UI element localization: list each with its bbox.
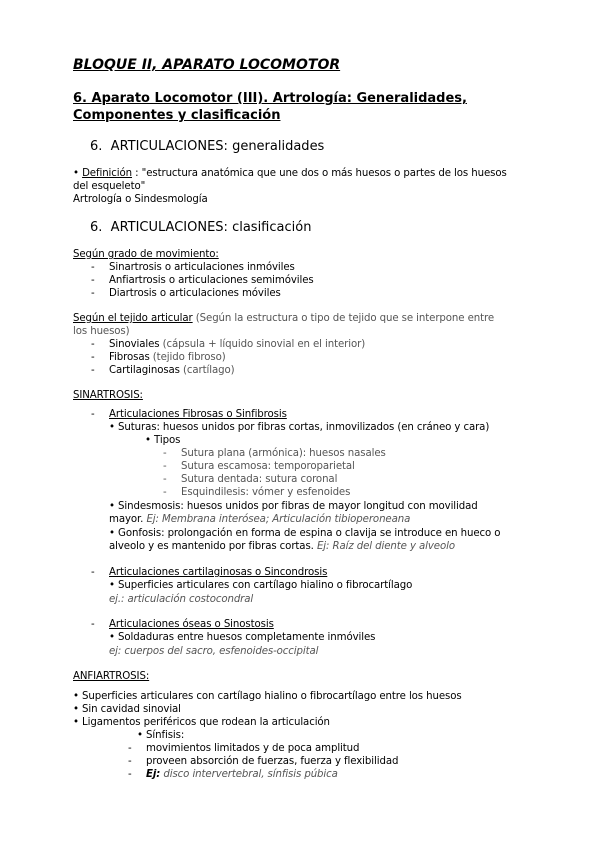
cartilaginosas-text: • Superficies articulares con cartílago hialino o fibrocartílago: [109, 580, 413, 591]
sinfisis-item: movimientos limitados y de poca amplitud: [146, 743, 360, 754]
anfiartrosis-item: • Sin cavidad sinovial: [73, 704, 181, 715]
definition-label: Definición: [82, 168, 133, 179]
tipos-item: Sutura plana (armónica): huesos nasales: [181, 448, 386, 459]
list-dash: -: [91, 262, 95, 273]
oseas-title: Articulaciones óseas o Sinostosis: [109, 619, 274, 630]
tema-title-line2: Componentes y clasificación: [73, 108, 281, 123]
list-dash: -: [163, 474, 167, 485]
list-dash: -: [128, 756, 132, 767]
tejido-line2: los huesos): [73, 326, 130, 337]
suturas-text: • Suturas: huesos unidos por fibras cortas, inmovilizados (en cráneo y cara): [109, 422, 490, 433]
list-dash: -: [91, 275, 95, 286]
sec1-heading: [90, 138, 324, 155]
list-dash: -: [91, 619, 95, 630]
sinfisis-example-line: [146, 768, 338, 781]
anfiartrosis-item: • Superficies articulares con cartílago hialino o fibrocartílago entre los huesos: [73, 691, 462, 702]
sec1-number: 6.: [90, 139, 103, 154]
definition-line2: del esqueleto": [73, 181, 146, 192]
list-dash: -: [91, 339, 95, 350]
definition-line1: [73, 167, 507, 180]
sec2-heading: [90, 219, 311, 236]
definition-bullet: •: [73, 168, 79, 179]
sindesmosis-example: Ej: Membrana interósea; Articulación tibioperoneana: [146, 514, 411, 525]
oseas-example: ej: cuerpos del sacro, esfenoides-occipital: [109, 646, 319, 657]
cartilaginosas-example: ej.: articulación costocondral: [109, 594, 254, 605]
tipos-item: Sutura escamosa: temporoparietal: [181, 461, 355, 472]
grado-title: Según grado de movimiento:: [73, 249, 219, 260]
list-dash: -: [91, 567, 95, 578]
gonfosis-text: alveolo y es mantenido por fibras cortas.: [109, 541, 317, 552]
tejido-item-desc: (cartílago): [179, 365, 235, 376]
tejido-item-name: Fibrosas: [109, 352, 150, 363]
tema-title-line1: 6. Aparato Locomotor (III). Artrología: Generalidades,: [73, 91, 467, 106]
sinfisis-example-label: Ej:: [146, 769, 161, 780]
list-dash: -: [163, 461, 167, 472]
sec2-title: ARTICULACIONES: clasificación: [110, 220, 312, 235]
tejido-item-name: Cartilaginosas: [109, 365, 180, 376]
list-dash: -: [91, 409, 95, 420]
list-dash: -: [91, 365, 95, 376]
anfiartrosis-item: • Ligamentos periféricos que rodean la articulación: [73, 717, 330, 728]
list-dash: -: [91, 352, 95, 363]
list-dash: -: [128, 769, 132, 780]
sec2-number: 6.: [90, 220, 103, 235]
tejido-line1: [73, 312, 494, 325]
gonfosis-example: Ej: Raíz del diente y alveolo: [316, 541, 455, 552]
tejido-item: [109, 364, 235, 377]
list-dash: -: [91, 288, 95, 299]
fibrosas-title: Articulaciones Fibrosas o Sinfibrosis: [109, 409, 287, 420]
bloque-title: BLOQUE II, APARATO LOCOMOTOR: [73, 57, 341, 73]
grado-item: Sinartrosis o articulaciones inmóviles: [109, 262, 295, 273]
anfiartrosis-title: ANFIARTROSIS:: [73, 671, 150, 682]
sinfisis-item: proveen absorción de fuerzas, fuerza y flexibilidad: [146, 756, 399, 767]
list-dash: -: [128, 743, 132, 754]
tejido-item-desc: (cápsula + líquido sinovial en el interior): [159, 339, 366, 350]
sindesmosis-line1: • Sindesmosis: huesos unidos por fibras de mayor longitud con movilidad: [109, 501, 478, 512]
tejido-item: [109, 351, 226, 364]
gonfosis-line1: • Gonfosis: prolongación en forma de espina o clavija se introduce en hueco o: [109, 528, 501, 539]
list-dash: -: [163, 448, 167, 459]
tejido-desc: (Según la estructura o tipo de tejido que se interpone entre: [192, 313, 495, 324]
sec1-title: ARTICULACIONES: generalidades: [110, 139, 325, 154]
sindesmosis-line2: [109, 513, 410, 526]
tipos-item: Sutura dentada: sutura coronal: [181, 474, 338, 485]
sinartrosis-title: SINARTROSIS:: [73, 390, 143, 401]
cartilaginosas-title: Articulaciones cartilaginosas o Sincondrosis: [109, 567, 328, 578]
tejido-item-desc: (tejido fibroso): [149, 352, 226, 363]
grado-item: Anfiartrosis o articulaciones semimóviles: [109, 275, 314, 286]
gonfosis-line2: [109, 540, 455, 553]
definition-line3: Artrología o Sindesmología: [73, 194, 208, 205]
tipos-item: Esquindilesis: vómer y esfenoides: [181, 487, 351, 498]
grado-item: Diartrosis o articulaciones móviles: [109, 288, 281, 299]
definition-text: : "estructura anatómica que une dos o más huesos o partes de los huesos: [132, 168, 507, 179]
tejido-item-name: Sinoviales: [109, 339, 160, 350]
oseas-text: • Soldaduras entre huesos completamente inmóviles: [109, 632, 376, 643]
tipos-label: • Tipos: [145, 435, 181, 446]
sindesmosis-text: mayor.: [109, 514, 147, 525]
tejido-item: [109, 338, 365, 351]
sinfisis-label: • Sínfisis:: [137, 730, 185, 741]
tejido-title: Según el tejido articular: [73, 313, 193, 324]
list-dash: -: [163, 487, 167, 498]
sinfisis-example-text: disco intervertebral, sínfisis púbica: [160, 769, 338, 780]
